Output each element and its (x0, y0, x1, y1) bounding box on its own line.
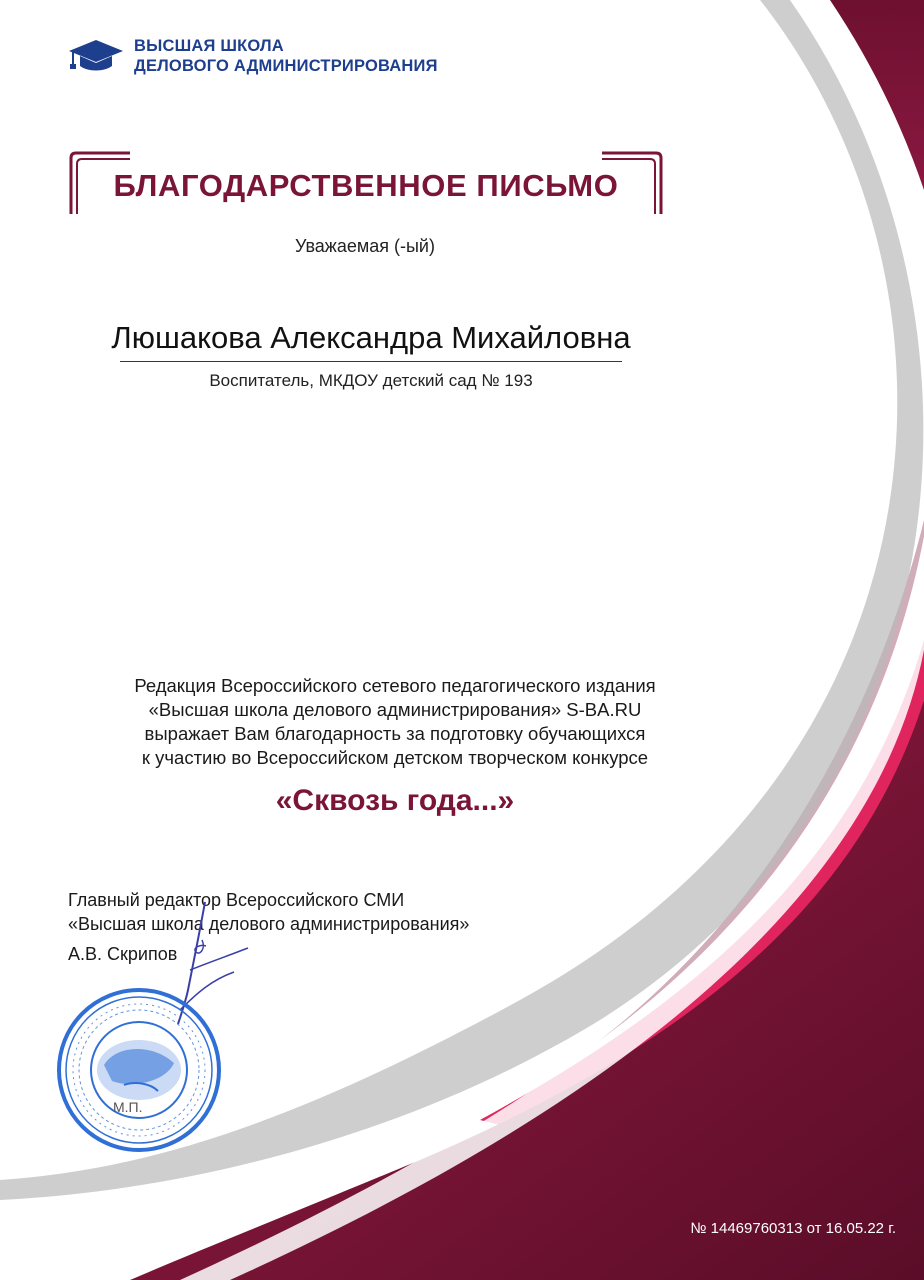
contest-name: «Сквозь года...» (275, 784, 515, 817)
document-title: БЛАГОДАРСТВЕННОЕ ПИСЬМО (113, 168, 619, 203)
editor-title-line1: Главный редактор Всероссийского СМИ (68, 890, 405, 910)
editor-title-line2: «Высшая школа делового администрирования» (68, 914, 470, 934)
gratitude-line: «Высшая школа делового администрирования» S-BA.RU (148, 699, 642, 720)
organization-name (134, 36, 438, 76)
gratitude-line: к участию во Всероссийском детском творческом конкурсе (141, 747, 649, 768)
round-seal-stamp (54, 985, 224, 1155)
graduation-cap-icon (68, 38, 124, 74)
recipient-position: Воспитатель, МКДОУ детский сад № 193 (209, 371, 533, 390)
name-underline (120, 361, 622, 362)
organization-name-line1: ВЫСШАЯ ШКОЛА (134, 37, 284, 55)
recipient-name: Люшакова Александра Михайловна (111, 320, 631, 355)
editor-block (68, 888, 469, 966)
organization-name-line2: ДЕЛОВОГО АДМИНИСТРИРОВАНИЯ (134, 57, 438, 75)
registration-number: № 14469760313 от 16.05.22 г. (690, 1220, 896, 1237)
organization-logo (68, 36, 438, 76)
editor-name: А.В. Скрипов (68, 944, 178, 964)
stamp-place-mark: М.П. (113, 1099, 143, 1115)
salutation: Уважаемая (-ый) (295, 236, 435, 256)
gratitude-line: выражает Вам благодарность за подготовку обучающихся (144, 723, 646, 744)
gratitude-text (40, 674, 750, 770)
gratitude-line: Редакция Всероссийского сетевого педагогического издания (134, 675, 656, 696)
